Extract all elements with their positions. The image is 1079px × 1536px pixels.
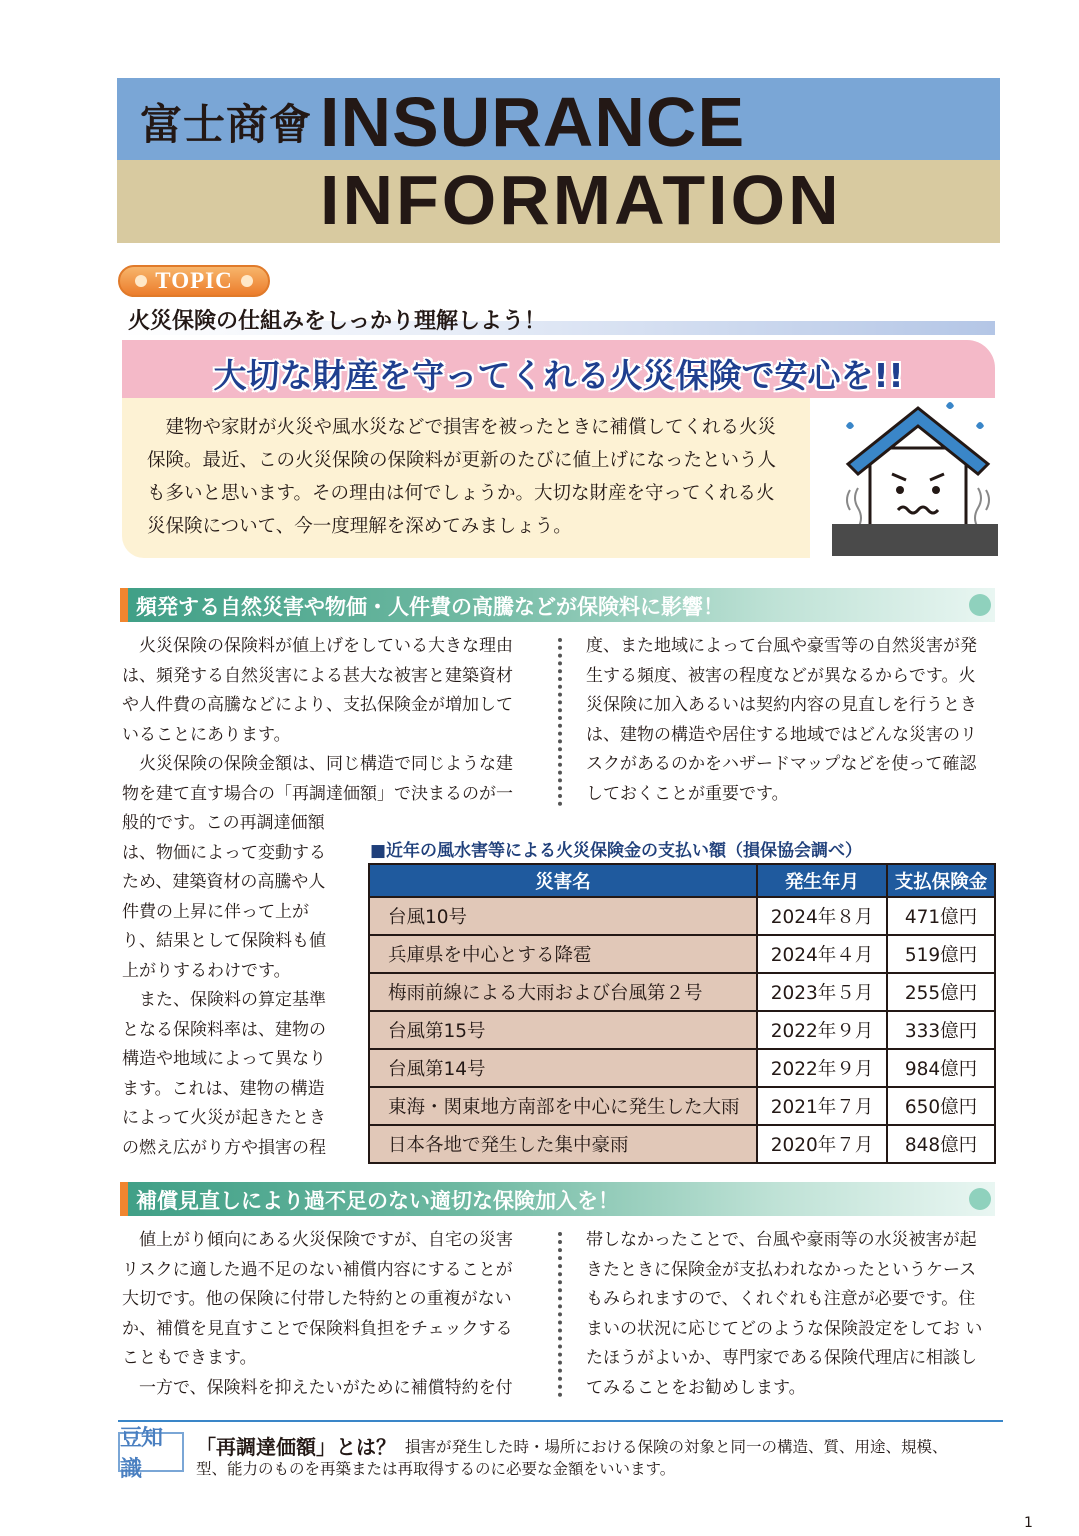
text-line: り、結果として保険料も値: [122, 931, 326, 951]
cell-disaster: 台風第14号: [369, 1049, 757, 1087]
trivia-question: 「再調達価額」とは？: [196, 1435, 396, 1459]
sweat-drop-icon: [976, 422, 984, 429]
section2-heading: 補償見直しにより過不足のない適切な保険加入を！: [136, 1189, 619, 1213]
cell-date: 2022年９月: [757, 1011, 887, 1049]
table-caption: ■近年の風水害等による火災保険金の支払い額（損保協会調べ）: [370, 841, 863, 861]
cell-disaster: 日本各地で発生した集中豪雨: [369, 1125, 757, 1163]
text-line: まいの状況に応じてどのような保険設定をしてお い: [586, 1318, 983, 1339]
table-row: [369, 897, 995, 935]
sweat-drop-icon: [946, 402, 954, 409]
topic-headline: 大切な財産を守ってくれる火災保険で安心を!!: [213, 356, 904, 395]
text-line: 物を建て直す場合の「再調達価額」で決まるのが一: [122, 783, 513, 804]
text-line: 大切です。他の保険に付帯した特約との重複がない: [122, 1289, 512, 1309]
text-line: 生する頻度、被害の程度などが異なるからです。火: [586, 665, 976, 686]
cell-date: 2020年７月: [757, 1125, 887, 1163]
text-line: 帯しなかったことで、台風や豪雨等の水災被害が起: [586, 1230, 977, 1250]
text-line: か、補償を見直すことで保険料負担をチェックする: [122, 1318, 513, 1339]
house-wall: [870, 448, 966, 526]
topic-dot-left: [135, 275, 147, 287]
cell-amount: 848億円: [887, 1125, 995, 1163]
cell-amount: 984億円: [887, 1049, 995, 1087]
trivia-definition-line2: 型、能力のものを再築または再取得するのに必要な金額をいいます。: [196, 1460, 676, 1478]
text-line: の燃え広がり方や損害の程: [122, 1137, 326, 1158]
cell-amount: 471億円: [887, 897, 995, 935]
worried-house-illustration: [828, 398, 998, 558]
text-line: は、物価によって変動する: [122, 842, 326, 863]
section1-heading: 頻発する自然災害や物価・人件費の高騰などが保険料に影響！: [136, 595, 724, 619]
text-line: 値上がり傾向にある火災保険ですが、自宅の災害: [139, 1230, 513, 1250]
footer-rule: [118, 1420, 1003, 1422]
cell-amount: 650億円: [887, 1087, 995, 1125]
sweat-drop-icon: [846, 422, 854, 429]
section2-accent: [120, 1182, 128, 1216]
text-line: リスクに適した過不足のない補償内容にすることが: [122, 1259, 513, 1280]
cell-disaster: 東海・関東地方南部を中心に発生した大雨: [369, 1087, 757, 1125]
section1-left-column: [122, 632, 542, 809]
section2-dot: [969, 1188, 991, 1210]
eye-left: [896, 486, 904, 494]
text-line: によって火災が起きたとき: [122, 1108, 326, 1128]
col-header-amount: 支払保険金: [887, 864, 995, 897]
text-line: いることにあります。: [122, 724, 291, 745]
text-line: てみることをお勧めします。: [586, 1377, 806, 1398]
table-row: [369, 1087, 995, 1125]
text-line: ます。これは、建物の構造: [122, 1078, 325, 1099]
text-line: こともできます。: [122, 1348, 257, 1368]
title-insurance: INSURANCE: [320, 83, 746, 161]
ground: [832, 524, 998, 556]
section1-accent: [120, 588, 128, 622]
section1-dot: [969, 594, 991, 616]
column-divider: [558, 638, 562, 806]
cell-date: 2021年７月: [757, 1087, 887, 1125]
section1-right-column: [586, 632, 1001, 809]
table-row: [369, 1125, 995, 1163]
text-line: 火災保険の保険料が値上げをしている大きな理由: [139, 636, 513, 656]
text-line: ため、建築資材の高騰や人: [122, 872, 326, 892]
text-line: しておくことが重要です。: [586, 783, 789, 804]
section2-left-column: [122, 1226, 542, 1403]
column-divider: [558, 1232, 562, 1397]
text-line: きたときに保険金が支払われなかったというケース: [586, 1259, 977, 1280]
section2-heading-bar: [120, 1182, 995, 1216]
title-information: INFORMATION: [320, 161, 842, 239]
shiver-lines: [975, 488, 989, 528]
cell-date: 2023年５月: [757, 973, 887, 1011]
text-line: 災保険に加入あるいは契約内容の見直しを行うとき: [586, 695, 977, 715]
text-line: たほうがよいか、専門家である保険代理店に相談し: [586, 1348, 977, 1368]
section2-right-column: [586, 1226, 1001, 1403]
cell-amount: 333億円: [887, 1011, 995, 1049]
topic-dot-right: [241, 275, 253, 287]
brand-name: 富士商會: [140, 100, 313, 149]
section1-narrow-column: [122, 809, 352, 1163]
text-line: 構造や地域によって異なり: [122, 1049, 326, 1069]
cell-disaster: 兵庫県を中心とする降雹: [369, 935, 757, 973]
intro-text: 建物や家財が火災や風水災などで損害を被ったときに補償してくれる火災保険。最近、この火災保険の保険料が更新のたびに値上げになったという人も多いと思います。その理由は何でしょうか。大切な財産を守ってくれる火災保険について、今一度理解を深めてみましょう。: [147, 417, 777, 537]
col-header-disaster: 災害名: [369, 864, 757, 897]
table-row: [369, 973, 995, 1011]
text-line: 上がりするわけです。: [122, 960, 291, 981]
text-line: また、保険料の算定基準: [139, 990, 326, 1010]
eye-right: [932, 486, 940, 494]
text-line: は、頻発する自然災害による甚大な被害と建築資材: [122, 665, 513, 686]
col-header-date: 発生年月: [757, 864, 887, 897]
topic-subheading: 火災保険の仕組みをしっかり理解しよう！: [128, 309, 547, 334]
text-line: 般的です。この再調達価額: [122, 813, 325, 833]
topic-label: TOPIC: [155, 268, 233, 293]
table-row: [369, 1049, 995, 1087]
trivia-definition-line1: 損害が発生した時・場所における保険の対象と同一の構造、質、用途、規模、: [405, 1438, 948, 1456]
text-line: スクがあるのかをハザードマップなどを使って確認: [586, 754, 977, 774]
disaster-payout-table: [368, 863, 996, 1164]
text-line: は、建物の構造や居住する地域ではどんな災害のリ: [586, 724, 977, 745]
cell-date: 2024年８月: [757, 897, 887, 935]
text-line: や人件費の高騰などにより、支払保険金が増加して: [122, 695, 513, 715]
topic-badge: [118, 265, 270, 297]
text-line: 火災保険の保険金額は、同じ構造で同じような建: [139, 754, 513, 774]
cell-disaster: 梅雨前線による大雨および台風第２号: [369, 973, 757, 1011]
section1-heading-bar: [120, 588, 995, 622]
cell-disaster: 台風第15号: [369, 1011, 757, 1049]
page-number: 1: [1024, 1515, 1033, 1531]
text-line: 度、また地域によって台風や豪雪等の自然災害が発: [586, 636, 977, 656]
trivia-badge: 豆知識: [118, 1432, 184, 1472]
text-line: もみられますので、くれぐれも注意が必要です。住: [586, 1289, 976, 1309]
cell-disaster: 台風10号: [369, 897, 757, 935]
text-line: となる保険料率は、建物の: [122, 1019, 326, 1040]
intro-box: [122, 398, 810, 558]
cell-amount: 255億円: [887, 973, 995, 1011]
text-line: 件費の上昇に伴って上が: [122, 901, 309, 922]
cell-date: 2022年９月: [757, 1049, 887, 1087]
shiver-lines: [847, 488, 861, 528]
table-row: [369, 935, 995, 973]
cell-date: 2024年４月: [757, 935, 887, 973]
cell-amount: 519億円: [887, 935, 995, 973]
text-line: 一方で、保険料を抑えたいがために補償特約を付: [139, 1377, 513, 1398]
table-row: [369, 1011, 995, 1049]
